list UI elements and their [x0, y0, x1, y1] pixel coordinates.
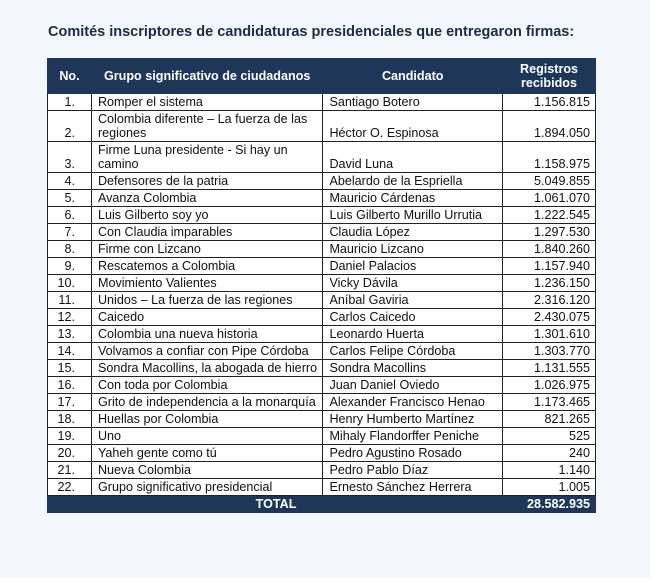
row-grupo: Avanza Colombia	[91, 190, 322, 207]
table-row	[48, 411, 596, 428]
table-row	[48, 428, 596, 445]
row-candidato: Héctor O. Espinosa	[323, 111, 503, 142]
row-grupo: Defensores de la patria	[91, 173, 322, 190]
row-candidato: Alexander Francisco Henao	[323, 394, 503, 411]
row-no: 21.	[48, 462, 92, 479]
row-candidato: Carlos Felipe Córdoba	[323, 343, 503, 360]
row-no: 1.	[48, 94, 92, 111]
row-registros: 1.026.975	[503, 377, 596, 394]
row-candidato: Henry Humberto Martínez	[323, 411, 503, 428]
row-registros: 1.061.070	[503, 190, 596, 207]
row-grupo: Unidos – La fuerza de las regiones	[91, 292, 322, 309]
row-registros: 1.297.530	[503, 224, 596, 241]
row-no: 7.	[48, 224, 92, 241]
row-registros: 1.140	[503, 462, 596, 479]
row-grupo: Volvamos a confiar con Pipe Córdoba	[91, 343, 322, 360]
row-registros: 2.430.075	[503, 309, 596, 326]
row-no: 2.	[48, 111, 92, 142]
row-candidato: Claudia López	[323, 224, 503, 241]
row-no: 3.	[48, 142, 92, 173]
total-row	[48, 496, 596, 513]
row-candidato: Vicky Dávila	[323, 275, 503, 292]
table-row	[48, 275, 596, 292]
row-registros: 2.316.120	[503, 292, 596, 309]
header-grupo: Grupo significativo de ciudadanos	[91, 59, 322, 94]
row-candidato: Leonardo Huerta	[323, 326, 503, 343]
row-candidato: Sondra Macollins	[323, 360, 503, 377]
row-no: 15.	[48, 360, 92, 377]
row-grupo: Movimiento Valientes	[91, 275, 322, 292]
table-row	[48, 343, 596, 360]
row-candidato: Santiago Botero	[323, 94, 503, 111]
row-candidato: Mauricio Lizcano	[323, 241, 503, 258]
row-grupo: Uno	[91, 428, 322, 445]
row-candidato: Juan Daniel Oviedo	[323, 377, 503, 394]
row-registros: 240	[503, 445, 596, 462]
row-registros: 1.303.770	[503, 343, 596, 360]
row-no: 11.	[48, 292, 92, 309]
row-grupo: Huellas por Colombia	[91, 411, 322, 428]
table-row	[48, 479, 596, 496]
table-row	[48, 326, 596, 343]
row-grupo: Romper el sistema	[91, 94, 322, 111]
row-grupo: Colombia una nueva historia	[91, 326, 322, 343]
row-candidato: Luis Gilberto Murillo Urrutia	[323, 207, 503, 224]
header-no: No.	[48, 59, 92, 94]
row-registros: 821.265	[503, 411, 596, 428]
firmas-table	[47, 58, 596, 513]
row-no: 19.	[48, 428, 92, 445]
row-no: 17.	[48, 394, 92, 411]
row-grupo: Grito de independencia a la monarquía	[91, 394, 322, 411]
row-no: 12.	[48, 309, 92, 326]
total-label: TOTAL	[48, 496, 503, 513]
row-grupo: Colombia diferente – La fuerza de las regiones	[91, 111, 322, 142]
table-header-row	[48, 59, 596, 94]
row-registros: 5.049.855	[503, 173, 596, 190]
table-row	[48, 190, 596, 207]
row-registros: 1.156.815	[503, 94, 596, 111]
table-row	[48, 258, 596, 275]
row-registros: 1.131.555	[503, 360, 596, 377]
row-no: 9.	[48, 258, 92, 275]
row-candidato: Ernesto Sánchez Herrera	[323, 479, 503, 496]
table-row	[48, 207, 596, 224]
table-row	[48, 142, 596, 173]
row-candidato: Pedro Agustino Rosado	[323, 445, 503, 462]
row-grupo: Yaheh gente como tú	[91, 445, 322, 462]
row-candidato: David Luna	[323, 142, 503, 173]
row-grupo: Nueva Colombia	[91, 462, 322, 479]
row-grupo: Caicedo	[91, 309, 322, 326]
row-no: 5.	[48, 190, 92, 207]
row-no: 13.	[48, 326, 92, 343]
row-no: 10.	[48, 275, 92, 292]
row-candidato: Daniel Palacios	[323, 258, 503, 275]
row-no: 6.	[48, 207, 92, 224]
header-candidato: Candidato	[323, 59, 503, 94]
table-row	[48, 445, 596, 462]
row-no: 16.	[48, 377, 92, 394]
row-registros: 525	[503, 428, 596, 445]
table-row	[48, 94, 596, 111]
row-grupo: Firme Luna presidente - Si hay un camino	[91, 142, 322, 173]
row-no: 20.	[48, 445, 92, 462]
row-grupo: Sondra Macollins, la abogada de hierro	[91, 360, 322, 377]
table-row	[48, 111, 596, 142]
table-row	[48, 360, 596, 377]
row-candidato: Abelardo de la Espriella	[323, 173, 503, 190]
table-row	[48, 462, 596, 479]
row-candidato: Carlos Caicedo	[323, 309, 503, 326]
row-no: 8.	[48, 241, 92, 258]
row-no: 14.	[48, 343, 92, 360]
row-candidato: Mihaly Flandorffer Peniche	[323, 428, 503, 445]
header-registros: Registros recibidos	[503, 59, 596, 94]
page-title: Comités inscriptores de candidaturas presidenciales que entregaron firmas:	[48, 24, 575, 40]
row-candidato: Mauricio Cárdenas	[323, 190, 503, 207]
row-registros: 1.005	[503, 479, 596, 496]
table-row	[48, 377, 596, 394]
row-grupo: Firme con Lizcano	[91, 241, 322, 258]
row-grupo: Grupo significativo presidencial	[91, 479, 322, 496]
row-grupo: Luis Gilberto soy yo	[91, 207, 322, 224]
table-row	[48, 173, 596, 190]
row-registros: 1.301.610	[503, 326, 596, 343]
row-registros: 1.158.975	[503, 142, 596, 173]
table-row	[48, 394, 596, 411]
row-registros: 1.894.050	[503, 111, 596, 142]
table-row	[48, 292, 596, 309]
row-grupo: Con toda por Colombia	[91, 377, 322, 394]
row-no: 22.	[48, 479, 92, 496]
row-registros: 1.157.940	[503, 258, 596, 275]
row-candidato: Aníbal Gaviria	[323, 292, 503, 309]
row-grupo: Rescatemos a Colombia	[91, 258, 322, 275]
row-no: 18.	[48, 411, 92, 428]
row-registros: 1.173.465	[503, 394, 596, 411]
row-registros: 1.236.150	[503, 275, 596, 292]
row-candidato: Pedro Pablo Díaz	[323, 462, 503, 479]
row-registros: 1.840.260	[503, 241, 596, 258]
row-grupo: Con Claudia imparables	[91, 224, 322, 241]
row-registros: 1.222.545	[503, 207, 596, 224]
table-row	[48, 241, 596, 258]
table-row	[48, 224, 596, 241]
row-no: 4.	[48, 173, 92, 190]
table-row	[48, 309, 596, 326]
total-value: 28.582.935	[503, 496, 596, 513]
